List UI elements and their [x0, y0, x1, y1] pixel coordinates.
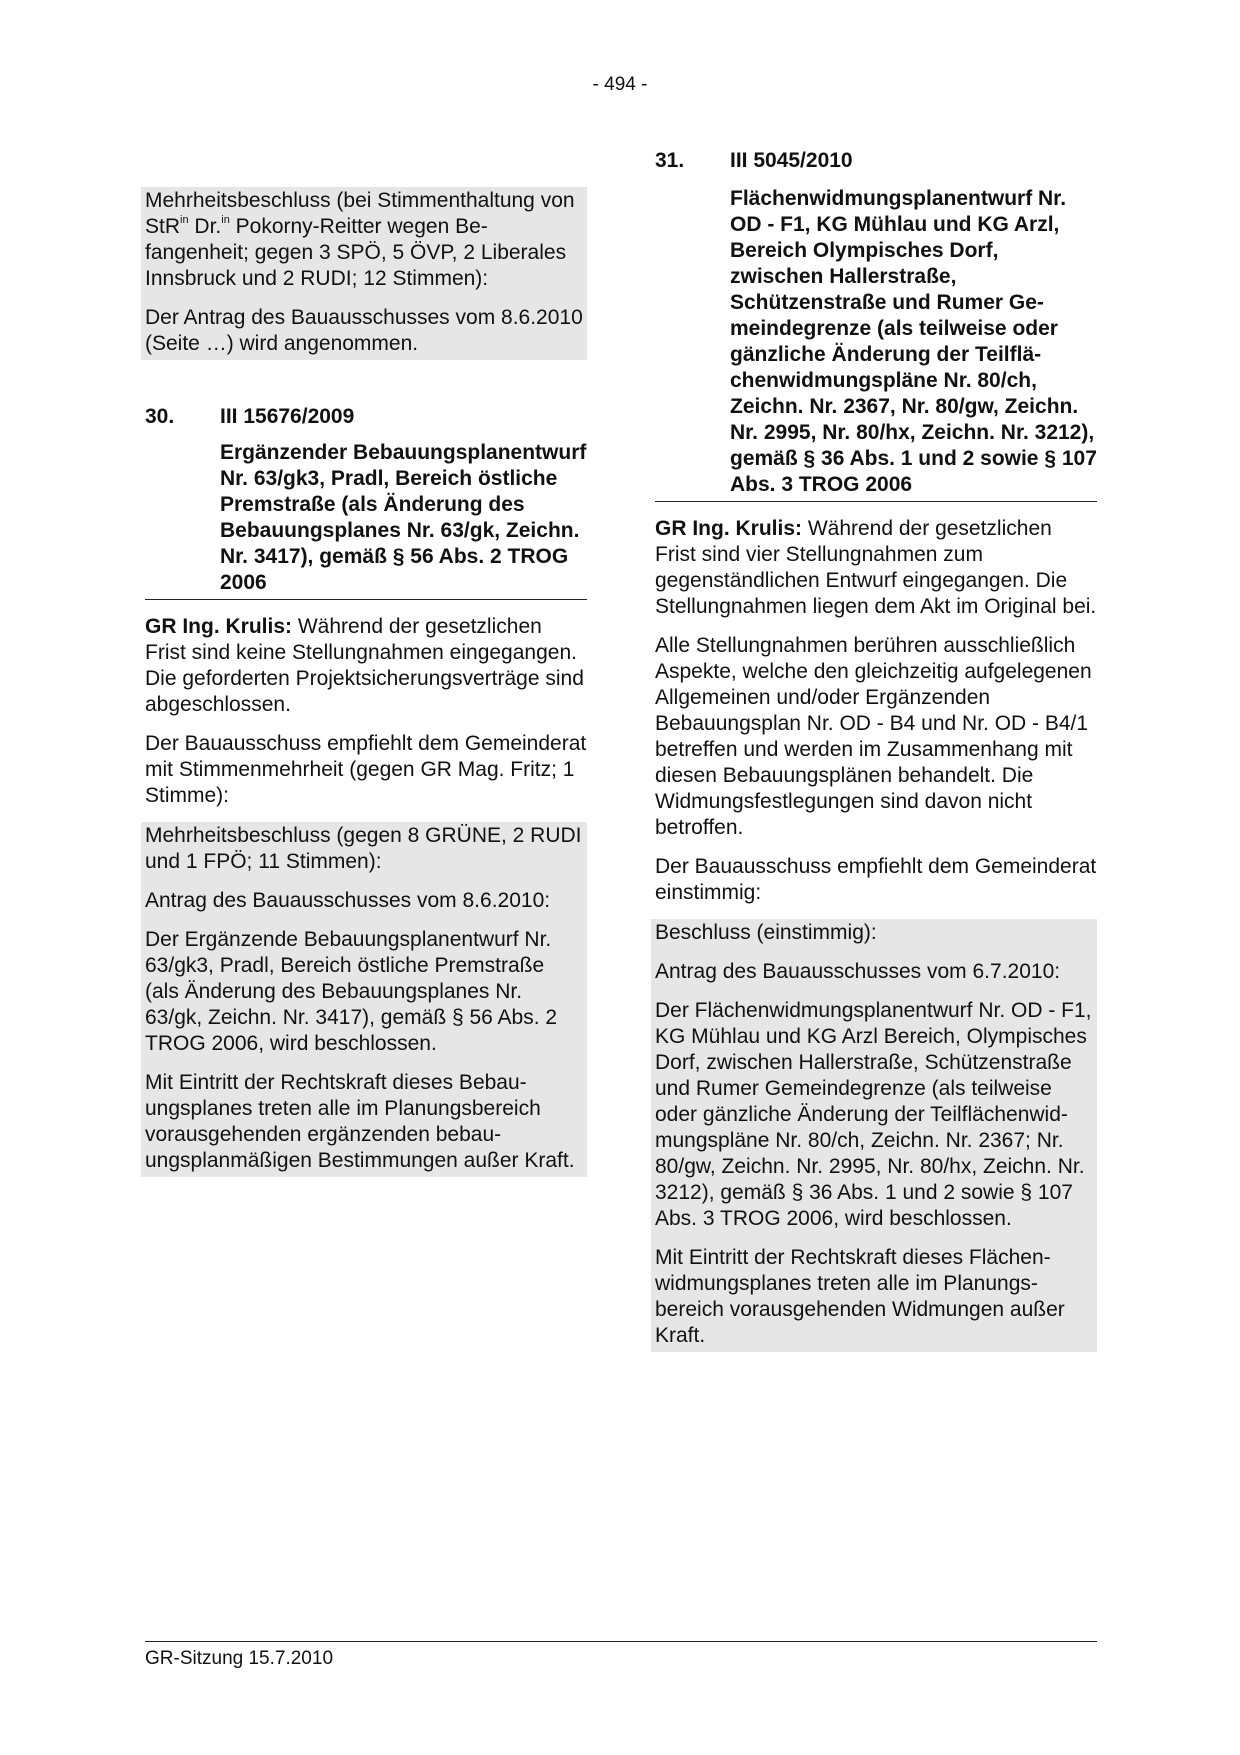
- resolution-vote: Mehrheitsbeschluss (gegen 8 GRÜNE, 2 RUDI und 1 FPÖ; 11 Stimmen):: [145, 824, 582, 873]
- item-31-heading: [655, 148, 1097, 174]
- speaker-statement: GR Ing. Krulis: Während der gesetzlichen Frist sind vier Stellungnahmen zum gegenständlichen Entwurf eingegangen. Die Stellungnahmen liegen dem Akt im Original bei.: [655, 517, 1097, 618]
- item-30-heading: [145, 404, 587, 430]
- resolution-block-30: [141, 822, 587, 1177]
- item-number: 31.: [655, 149, 685, 172]
- right-column: [655, 148, 1097, 1352]
- resolution-text: Der Antrag des Bauausschusses vom 8.6.2010 (Seite …) wird angenommen.: [145, 306, 583, 355]
- left-column: [145, 187, 587, 1177]
- resolution-motion: Antrag des Bauausschusses vom 8.6.2010:: [145, 889, 551, 912]
- item-reference: III 5045/2010: [730, 149, 853, 172]
- committee-recommendation: Der Bauausschuss empfiehlt dem Gemeinderat mit Stimmenmehrheit (gegen GR Mag. Fritz; 1 Stimme):: [145, 732, 587, 807]
- committee-recommendation: Der Bauausschuss empfiehlt dem Gemeinderat einstimmig:: [655, 855, 1097, 904]
- item-number: 30.: [145, 405, 175, 428]
- resolution-text: Der Ergänzende Bebauungsplanentwurf Nr. 63/gk3, Pradl, Bereich östliche Premstraße (als Änderung des Bebauungsplanes Nr. 63/gk, Zeichn. Nr. 3417), gemäß § 56 Abs. 2 TROG 2006, wird beschlossen.: [145, 928, 558, 1055]
- statement-details: Alle Stellungnahmen berühren ausschließlich Aspekte, welche den gleichzeitig aufgelegenen Allgemeinen und/oder Ergänzenden Bebauungsplan Nr. OD - B4 und Nr. OD - B4/1 betreffen und werden im Zusammenhang mit diesen Bebauungsplänen behandelt. Die Widmungsfestlegungen sind davon nicht betroffen.: [655, 634, 1092, 839]
- footer-session: GR-Sitzung 15.7.2010: [145, 1648, 334, 1669]
- resolution-effect: Mit Eintritt der Rechtskraft dieses Flächenwidmungsplanes treten alle im Planungsbereich vorausgehenden Widmungen außer Kraft.: [655, 1246, 1065, 1347]
- speaker-statement: GR Ing. Krulis: Während der gesetzlichen Frist sind keine Stellungnahmen eingegangen. Die geforderten Projektsicherungsverträge sind abgeschlossen.: [145, 615, 584, 716]
- resolution-text: Der Flächenwidmungsplanentwurf Nr. OD - F1, KG Mühlau und KG Arzl Bereich, Olympisches Dorf, zwischen Hallerstraße, Schützenstraße und Rumer Gemeindegrenze (als teilweise oder gänzliche Änderung der Teilflächenwidmungspläne Nr. 80/ch, Zeichn. Nr. 2367; Nr. 80/gw, Zeichn. Nr. 2995, Nr. 80/hx, Zeichn. Nr. 3212), gemäß § 36 Abs. 1 und 2 sowie § 107 Abs. 3 TROG 2006, wird beschlossen.: [655, 999, 1092, 1230]
- item-30-title: Ergänzender Bebauungsplanentwurf Nr. 63/gk3, Pradl, Bereich östliche Premstraße (als Änderung des Bebauungsplanes Nr. 63/gk, Zeichn. Nr. 3417), gemäß § 56 Abs. 2 TROG 2006: [220, 441, 587, 594]
- speaker-name: GR Ing. Krulis:: [145, 615, 292, 638]
- resolution-vote: Mehrheitsbeschluss (bei Stimmenthaltung von StR$^{in}$ Dr.$^{in}$ Pokorny-Reitter wegen Befangenheit; gegen 3 SPÖ, 5 ÖVP, 2 Liberales Innsbruck und 2 RUDI; 12 Stimmen):: [145, 189, 575, 290]
- resolution-block-previous: [141, 187, 587, 360]
- resolution-motion: Antrag des Bauausschusses vom 6.7.2010:: [655, 960, 1061, 983]
- item-31-title: Flächenwidmungsplanentwurf Nr. OD - F1, KG Mühlau und KG Arzl, Bereich Olympisches Dorf, zwischen Hallerstraße, Schützenstraße und Rumer Gemeindegrenze (als teilweise oder gänzliche Änderung der Teilflächenwidmungspläne Nr. 80/ch, Zeichn. Nr. 2367, Nr. 80/gw, Zeichn. Nr. 2995, Nr. 80/hx, Zeichn. Nr. 3212), gemäß § 36 Abs. 1 und 2 sowie § 107 Abs. 3 TROG 2006: [730, 187, 1097, 496]
- item-reference: III 15676/2009: [220, 405, 355, 428]
- speaker-name: GR Ing. Krulis:: [655, 517, 802, 540]
- resolution-effect: Mit Eintritt der Rechtskraft dieses Bebauungsplanes treten alle im Planungsbereich vorausgehenden ergänzenden bebauungsplanmäßigen Bestimmungen außer Kraft.: [145, 1071, 575, 1172]
- resolution-vote: Beschluss (einstimmig):: [655, 921, 877, 944]
- resolution-block-31: [651, 919, 1097, 1352]
- page-number: - 494 -: [592, 74, 648, 95]
- footer-divider: [145, 1641, 1097, 1642]
